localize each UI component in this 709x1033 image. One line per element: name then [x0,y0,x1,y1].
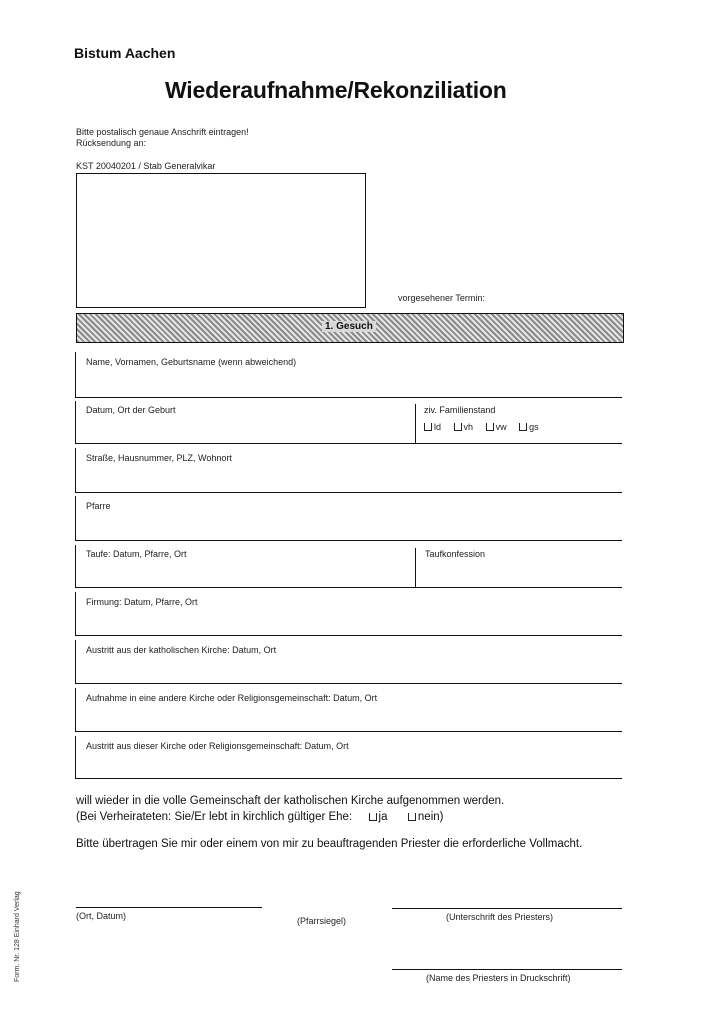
birth-field[interactable] [76,401,414,443]
exit-catholic-field-label: Austritt aus der katholischen Kirche: Datum, Ort [86,645,277,655]
checkbox-icon [454,423,462,431]
baptism-field[interactable] [76,545,414,587]
exit-other-field-line [75,778,622,779]
baptism-confession-field[interactable] [416,545,622,587]
statement-marriage-prefix: (Bei Verheirateten: Sie/Er lebt in kirchlich gültiger Ehe: [76,811,353,823]
baptism-confession-label: Taufkonfession [425,549,486,559]
admission-other-field-line [75,731,622,732]
form-title: Wiederaufnahme/Rekonziliation [165,77,507,103]
priest-signature-line[interactable] [392,908,622,909]
marital-status-label: ziv. Familienstand [424,405,496,415]
place-date-line[interactable] [76,907,262,908]
checkbox-icon [424,423,432,431]
address-box[interactable] [76,173,366,308]
address-field-line [75,492,622,493]
address-field-label: Straße, Hausnummer, PLZ, Wohnort [86,453,232,463]
parish-field-line [75,540,622,541]
baptism-field-label: Taufe: Datum, Pfarre, Ort [86,549,187,559]
section-label: 1. Gesuch [322,321,376,332]
checkbox-icon [369,813,377,821]
name-field[interactable] [76,352,622,397]
priest-name-label: (Name des Priesters in Druckschrift) [426,973,571,983]
address-field[interactable] [76,448,622,492]
name-field-label: Name, Vornamen, Geburtsname (wenn abweichend) [86,357,297,367]
marital-option-gs[interactable]: gs [519,422,539,432]
statement-line2 [76,811,443,823]
baptism-field-line [75,587,622,588]
checkbox-icon [519,423,527,431]
exit-other-field[interactable] [76,736,622,778]
return-recipient: KST 20040201 / Stab Generalvikar [76,161,216,171]
exit-other-field-label: Austritt aus dieser Kirche oder Religionsgemeinschaft: Datum, Ort [86,741,349,751]
return-instruction [76,127,249,149]
place-date-label: (Ort, Datum) [76,911,127,921]
form-number-text: Form. Nr. 128 Einhard Verlag [14,891,21,982]
diocese-name: Bistum Aachen [74,45,176,61]
checkbox-icon [408,813,416,821]
birth-field-line [75,443,622,444]
marital-status-options [424,422,549,432]
parish-seal-label: (Pfarrsiegel) [297,916,347,926]
exit-catholic-field[interactable] [76,640,622,683]
marital-option-vh[interactable]: vh [454,422,474,432]
return-instruction-line2: Rücksendung an: [76,138,147,148]
confirmation-field-label: Firmung: Datum, Pfarre, Ort [86,597,198,607]
statement-line1: will wieder in die volle Gemeinschaft der katholischen Kirche aufgenommen werden. [76,795,505,807]
priest-name-line[interactable] [392,969,622,970]
checkbox-icon [486,423,494,431]
parish-field-label: Pfarre [86,501,111,511]
marital-option-vw[interactable]: vw [486,422,507,432]
form-number [0,870,20,985]
authorization-request: Bitte übertragen Sie mir oder einem von mir zu beauftragenden Priester die erforderliche Vollmacht. [76,838,583,850]
birth-status-divider [415,404,416,443]
confirmation-field-line [75,635,622,636]
marriage-no-option[interactable]: nein) [408,811,444,823]
marriage-yes-option[interactable]: ja [369,811,388,823]
parish-field[interactable] [76,496,622,540]
admission-other-field-label: Aufnahme in eine andere Kirche oder Religionsgemeinschaft: Datum, Ort [86,693,378,703]
admission-other-field[interactable] [76,688,622,731]
return-instruction-line1: Bitte postalisch genaue Anschrift eintragen! [76,127,249,137]
appointment-label: vorgesehener Termin: [398,293,485,303]
confirmation-field[interactable] [76,592,622,635]
exit-catholic-field-line [75,683,622,684]
birth-field-label: Datum, Ort der Geburt [86,405,176,415]
priest-signature-label: (Unterschrift des Priesters) [446,912,554,922]
name-field-line [75,397,622,398]
marital-option-ld[interactable]: ld [424,422,441,432]
